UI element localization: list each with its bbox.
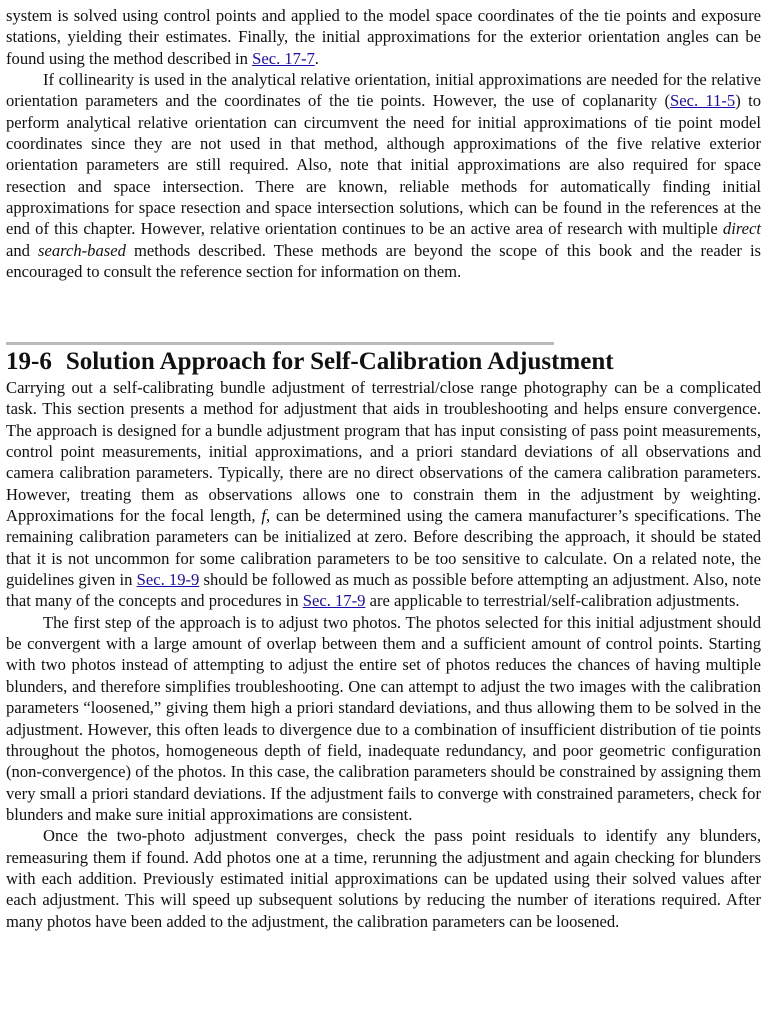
paragraph-relative-orientation: If collinearity is used in the analytical relative orientation, initial approximations are needed for the relative orientation parameters and the coordinates of the tie points. However, the use of coplanarity (Sec. 11-5) to perform analytical relative orientation can circumvent the need for initial approximations of tie point model coordinates since they are not used in that method, although approximations of the five relative exterior orientation parameters are still required. Also, note that initial approximations are also required for space resection and space intersection. There are known, reliable methods for automatically finding initial approximations for space resection and space intersection solutions, which can be found in the references at the end of this chapter. However, relative orientation continues to be an active area of research with multiple direct and search-based methods described. These methods are beyond the scope of this book and the reader is encouraged to consult the reference section for information on them. [6,70,762,282]
top-text-block [6,5,761,282]
section-heading [6,347,614,377]
link-sec-17-7[interactable]: Sec. 17-7 [252,48,315,68]
emphasis-search-based: search-based [38,240,126,260]
paragraph-adding-photos: Once the two-photo adjustment converges, check the pass point residuals to identify any blunders, remeasuring them if found. Add photos one at a time, rerunning the adjustment and again checking for blunders with each addition. Previously estimated initial approximations can be updated using their solved values after each adjustment. This will speed up subsequent solutions by reducing the number of iterations required. After many photos have been added to the adjustment, the calibration parameters can be loosened. [6,826,761,931]
link-sec-19-9[interactable]: Sec. 19-9 [136,570,200,590]
section-title: Solution Approach for Self-Calibration Adjustment [65,348,614,375]
link-sec-17-9[interactable]: Sec. 17-9 [302,591,366,611]
focal-length-symbol: f [261,506,266,526]
emphasis-direct: direct [722,219,761,239]
paragraph-two-photo-adjustment: The first step of the approach is to adjust two photos. The photos selected for this initial adjustment should be convergent with a large amount of overlap between them and a sufficient amount of control points. Starting with two photos instead of attempting to adjust the entire set of photos reduces the chances of having multiple blunders, and therefore simplifies troubleshooting. One can attempt to adjust the two images with the calibration parameters “loosened,” giving them high a priori standard deviations, and thus allowing them to be solved in the adjustment. However, this often leads to divergence due to a combination of insufficient distribution of tie points throughout the photos, homogeneous depth of field, inadequate redundancy, and poor geometric configuration (non-convergence) of the photos. In this case, the calibration parameters should be constrained by assigning them very small a priori standard deviations. If the adjustment fails to converge with constrained parameters, check for blunders and make sure initial approximations are consistent. [6,612,761,824]
paragraph-self-calibration-intro: Carrying out a self-calibrating bundle adjustment of terrestrial/close range photography can be a complicated task. This section presents a method for adjustment that aids in troubleshooting and helps ensure convergence. The approach is designed for a bundle adjustment program that has input consisting of pass point measurements, control point measurements, initial approximations, and a priori standard deviations of all observations and camera calibration parameters. Typically, there are no direct observations of the camera calibration parameters. However, treating them as observations allows one to constrain them in the adjustment by weighting. Approximations for the focal length, f, can be determined using the camera manufacturer’s specifications. The remaining calibration parameters can be initialized at zero. Before describing the approach, it should be stated that it is not uncommon for some calibration parameters to be too sensitive to calculate. On a related note, the guidelines given in Sec. 19-9 should be followed as much as possible before attempting an adjustment. Also, note that many of the concepts and procedures in Sec. 17-9 are applicable to terrestrial/self-calibration adjustments. [6,378,761,611]
section-body [6,377,761,932]
section-divider [6,342,554,345]
link-sec-11-5[interactable]: Sec. 11-5 [670,91,736,111]
paragraph-initial-approximations: system is solved using control points and applied to the model space coordinates of the tie points and exposure stations, yielding their estimates. Finally, the initial approximations for the exterior orientation angles can be found using the method described in Sec. 17-7. [6,6,761,68]
section-number: 19-6 [6,348,52,375]
